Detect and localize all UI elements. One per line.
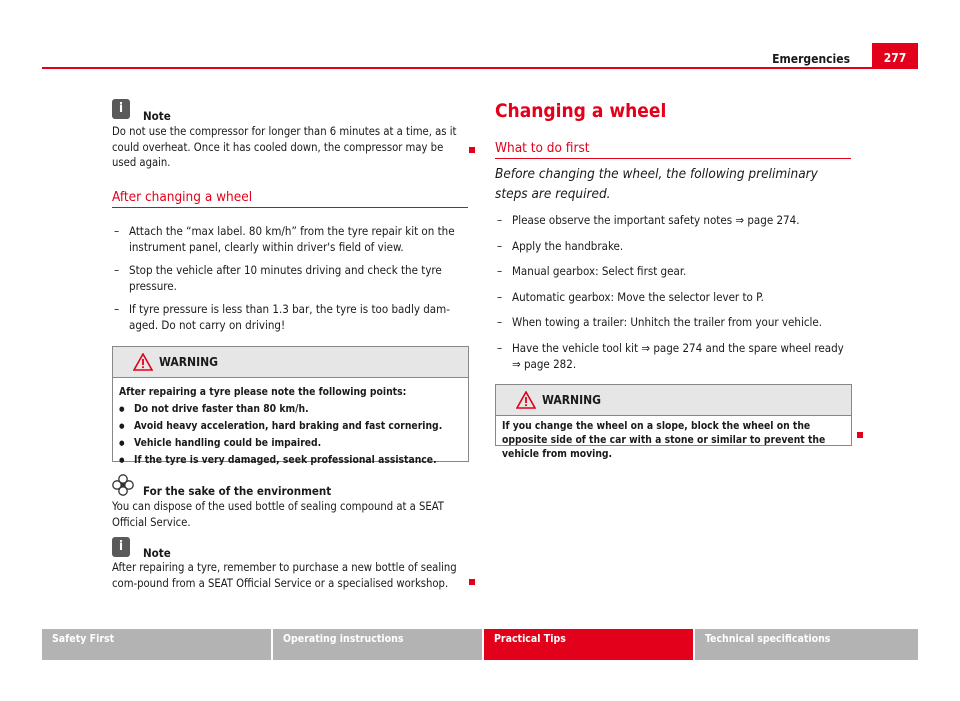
warning-text: If you change the wheel on a slope, block the wheel on the opposite side of the car with a stone or similar to prevent the vehicle from moving. xyxy=(502,420,826,460)
page-title: Emergencies xyxy=(772,52,850,66)
environment-heading: For the sake of the environment xyxy=(143,484,332,498)
warning-header xyxy=(113,347,468,378)
footer-tab-safety-first[interactable]: Safety First xyxy=(42,629,271,660)
note-text: After repairing a tyre, remember to purchase a new bottle of sealing com-pound from a SEAT Official Service or a specialised workshop. xyxy=(112,561,457,590)
end-marker xyxy=(469,579,475,585)
note-heading: Note xyxy=(143,109,171,123)
section-title: Changing a wheel xyxy=(495,100,667,122)
list-item: – Apply the handbrake. xyxy=(497,239,624,253)
warning-icon xyxy=(133,353,153,371)
footer-tab-operating-instructions[interactable]: Operating instructions xyxy=(273,629,482,660)
note-icon: i xyxy=(112,99,130,119)
list-item: – Manual gearbox: Select first gear. xyxy=(497,264,687,278)
environment-icon xyxy=(112,474,134,496)
end-marker xyxy=(857,432,863,438)
warning-header xyxy=(496,385,851,416)
section-heading: After changing a wheel xyxy=(112,189,253,205)
subsection-heading: What to do first xyxy=(495,140,590,156)
list-item: – Have the vehicle tool kit ⇒ page 274 and the spare wheel ready ⇒ page 282. xyxy=(497,341,844,371)
list-item: – If tyre pressure is less than 1.3 bar, the tyre is too badly dam-aged. Do not carry on driving! xyxy=(114,302,450,332)
environment-text: You can dispose of the used bottle of sealing compound at a SEAT Official Service. xyxy=(112,500,444,529)
section-rule xyxy=(112,207,468,208)
page-number: 277 xyxy=(872,43,918,67)
warning-bullet: ● If the tyre is very damaged, seek professional assistance. xyxy=(119,452,462,469)
list-item: – Stop the vehicle after 10 minutes driving and check the tyre pressure. xyxy=(114,263,442,293)
list-item: – When towing a trailer: Unhitch the trailer from your vehicle. xyxy=(497,315,823,329)
warning-bullet: ● Do not drive faster than 80 km/h. xyxy=(119,401,462,418)
warning-box xyxy=(495,384,852,460)
note-text: Do not use the compressor for longer than 6 minutes at a time, as it could overheat. Once it has cooled down, the compressor may be used again. xyxy=(112,125,457,169)
warning-intro: After repairing a tyre please note the following points: xyxy=(119,386,407,398)
warning-title: WARNING xyxy=(542,393,601,407)
warning-icon xyxy=(516,391,536,409)
intro-text: Before changing the wheel, the following preliminary steps are required. xyxy=(495,166,818,202)
list-item: – Automatic gearbox: Move the selector lever to P. xyxy=(497,290,764,304)
warning-title: WARNING xyxy=(159,355,218,369)
note-icon: i xyxy=(112,537,130,557)
warning-bullet: ● Vehicle handling could be impaired. xyxy=(119,435,462,452)
list-item: – Attach the “max label. 80 km/h” from the tyre repair kit on the instrument panel, clearly within driver's field of view. xyxy=(114,224,455,254)
note-heading: Note xyxy=(143,546,171,560)
section-rule xyxy=(495,158,851,159)
warning-bullet: ● Avoid heavy acceleration, hard braking and fast cornering. xyxy=(119,418,462,435)
footer-tab-practical-tips[interactable]: Practical Tips xyxy=(484,629,693,660)
end-marker xyxy=(469,147,475,153)
warning-box xyxy=(112,346,469,466)
header-rule xyxy=(42,67,918,69)
footer-tab-technical-specifications[interactable]: Technical specifications xyxy=(695,629,918,660)
list-item: – Please observe the important safety notes ⇒ page 274. xyxy=(497,213,800,227)
